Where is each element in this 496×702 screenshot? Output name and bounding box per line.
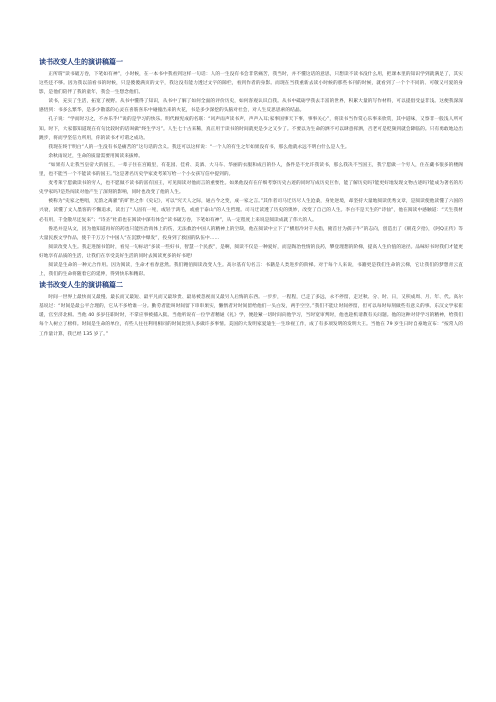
paragraph: 阅读是生命的一种元合作用。因为阅读，生命才看春意然。我们翱佰阅读改变人生。高尔基有句名言：书籍是人类进步的阶梯。对于每个人来说，书籍更是我们生命的云梯，它让我们的梦想青云直上，我们的生命将随着它的延伸，得到快乐和精彩。 bbox=[39, 262, 463, 278]
paragraph: 正所谓“读书破万卷，下笔如有神”，小时候，在一本书中我看到这样一句话：人的一生没有书会非常痛苦，我当时，并不懂这话的意思，只想读不读书没什么用，把课本里的知识学到就满足了，其实这些还不够。因为我以前看书的时候，只是傻傻满页的文字，我这没有能力透过文字的隙栏，看到作者的身影。而现在当我重新去读小时候的那些书刊的时候，就看到了一个个不同的、可敬又可爱的身影，是他们陪伴了我的童年，我会一生想念他们。 bbox=[39, 72, 463, 96]
paragraph: 时间一世界上最快而又最慢、最长而又最短、最平凡而又最珍贵、最易被忽视而又最另人后悔的东西。一步步，一程程，已走了多远，永不停留，走过秋、分、时、日，又积成周、月、年、代。高尔基说过：“时间是最公平合理的，它从不多给谁一分。勤劳者能叫时间留下串串果实，懒惰者对时间留给他们一头白发，两手空空。”我们不能让时间停留，但可以每时每刻做些有意义的事。东汉文学家崔瑗，官至济北相。当他 40 多岁任职时时，不掌应事被捕入狱。当他听说有一位学者精通《礼》学，便趁紧一切时间向他学习，当时宽审判时，他也趁机请教有关问题。他的这种对待学习的精神，给我们每个人树立了榜样。时间是生命的单位，有些人往往利用相同的时间比别人多做许多事情。美国的大发明家爱迪生一生珍视工作，成了有多项发明的发明大王。当他在 79 岁生日时自豪地宣布：“按常人的工作量计算，我已经 135 岁了。” bbox=[39, 295, 463, 337]
paragraph: 我现在终于明白“人的一生没有书是痛苦的”这句话的含义。我还可以这样说：“一个人的有生之年如果没有书，那么他就永远不明白什么是人生。 bbox=[48, 144, 350, 150]
paragraph: 阅读改变人生。我走进图书馆时，看见一句标语“多读一些好书，智慧一个民族”，是啊，阅读不仅是一种爱好，而是陶冶性情的良药，攀登理想的阶梯，提高人生价值的途径。品味好书时我们才能更好地享有品质的生活，让我们在享受美好生活的同时去阅读更多的好书吧! bbox=[39, 244, 463, 259]
section-1-title: 读书改变人生的演讲稿篇一 bbox=[39, 58, 123, 66]
paragraph: “如果有人让我当皇帝大的国王，一辈子住在宫殿里，有花园、佳肴、美酒、大马车、华丽的衣服和成百的仆人，条件是不允许我读书，那么我决不当国王，我宁愿做一个穷人，住在藏书很多的楼阁里，也不能当一个不能读书的国王。”这是著名历史学家麦考莱写给一个小女孩写信中提到的。 bbox=[39, 162, 463, 178]
paragraph: 读书，充实了生活，拓宽了视野。从书中懂得了知识，从书中了解了如何全面的评价历史，如何客观认识自我。从书中砥砺学我去丰富的世界，积累大量的写作材料，可以提倡受益非浅。这便我深深感悟到：书多么繁华，是多少散落的心灵在喜筋喜乐中碰撞出来的火花，书是多少深挖的头脑对社会，对人生反思思索的结晶。 bbox=[39, 99, 463, 114]
paragraph: 鲁迅并是从文，因为他知道再好的药也只能医治肉体上的伤，无法救治中国人的精神上的空缺，他在阅读中立下了“横眉冷对千夫指，俯首甘为孺子牛”的志向，创造出了《朝花夕拾》，《阿Q正传》等大量民族文学作品，使千千万万个中国人“在沉默中爆发”，投身到了救国的队伍中…… bbox=[39, 226, 463, 241]
paragraph: 余秋雨说过，生命的质量需要用阅读来拔绅。 bbox=[48, 153, 144, 159]
paragraph: 被称为“史家之绝唱，无韵之离骚”的旷世之作《史记》，可以“究天人之际，通古今之变，成一家之言。”其作者司马迁历尽人生沧桑，身处逆境，却坚持大量地阅读优秀文章，是阅读使他读懂了六国的兴衰，读懂了文人墨客的不懈追求，读出了“人固有一死，或轻于鸿毛，或重于泰山”的人生哲理。司马迁读透了历史的奥妙，改变了自己的人生。李白不是天生的“诗仙”，他在阅读中感触道：“天生我材必有用，千金散尽还复来”；“诗圣”杜甫也在阅读中深有体会“读书破万卷，下笔如有神”，从一定程度上来说是阅读成就了伟大的人。 bbox=[39, 199, 463, 223]
section-2-title: 读书改变人生的演讲稿篇二 bbox=[39, 281, 123, 290]
paragraph: 麦考莱宁愿做读书的穷人，也不愿做不读书的富有国王，可见阅读对他而言的重要性。如果他没有在仔细考察历史古迹的同时写成历史巨作，能了解历史吗?能更好地发现文物古迹吗?能成为著名的历史学家吗?是热闯读对他产生了深刻的影响，同时也改变了他的人生。 bbox=[39, 181, 463, 196]
paragraph: 孔子说：“学而时习之，不亦乐乎!”说的是学习的快乐。明代顾宪成的名联：“风声雨声读书声，声声入耳;家事国事天下事，事事关心”，将读书当作赏心乐事来欣赏，其中道味，又察非一般浅人所可知。时下，大家都知道现在有句比较时的话叫做“终生学习”。人生七十古来稀，真正用于读书的时间就更是少之又少了。不要以为生命的洒不可以肆意挥洒，否老可是贬频到就会降临的。只有勇敢地边出跳步，将而学坚信力所用，你的读书才可谓之成功。 bbox=[39, 117, 463, 141]
document-page bbox=[39, 57, 463, 339]
